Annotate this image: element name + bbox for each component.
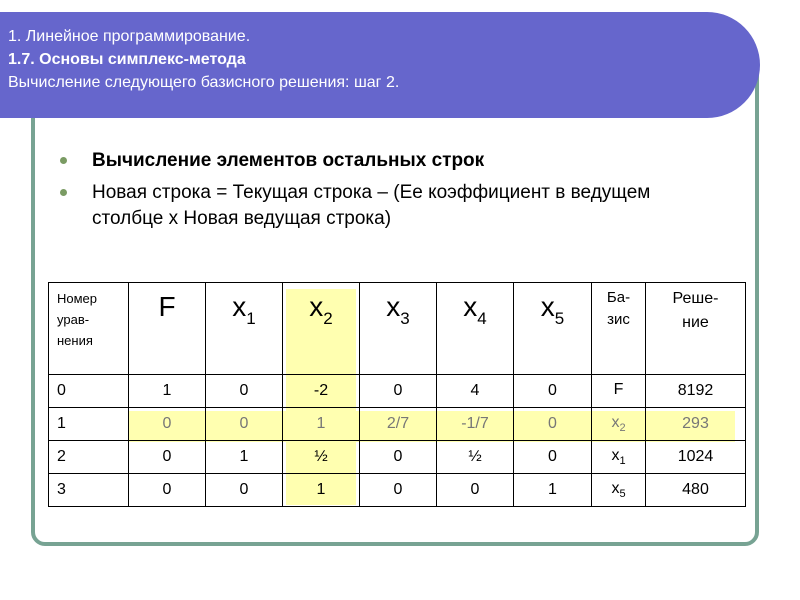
- cell-x2: 1: [283, 474, 360, 507]
- cell-F: 0: [129, 441, 206, 474]
- cell-basis: $x_5$: [592, 474, 646, 507]
- cell-x5: 1: [514, 474, 592, 507]
- bullet-dot-icon: [60, 157, 67, 164]
- bullet-item-1: [52, 148, 692, 174]
- cell-solution: 1024: [646, 441, 746, 474]
- table-row: [49, 375, 746, 408]
- header-basis: Ба- зис: [592, 283, 646, 375]
- cell-x4: -1/7: [437, 408, 514, 441]
- header-equation-number: Номер урав- нения: [49, 283, 129, 375]
- cell-x5: 0: [514, 408, 592, 441]
- cell-x4: 0: [437, 474, 514, 507]
- cell-x3: 2/7: [360, 408, 437, 441]
- cell-eq: 2: [49, 441, 129, 474]
- cell-x4: 4: [437, 375, 514, 408]
- table-row: [49, 441, 746, 474]
- header-solution: Реше- ние: [646, 283, 746, 375]
- header-x3: $x_3$: [360, 283, 437, 375]
- cell-x1: 0: [206, 474, 283, 507]
- header-F: F: [129, 283, 206, 375]
- bullet-item-2: [52, 180, 692, 232]
- cell-solution: 480: [646, 474, 746, 507]
- header-x4: $x_4$: [437, 283, 514, 375]
- banner-line-2: 1.7. Основы симплекс-метода: [8, 51, 246, 68]
- header-x5: $x_5$: [514, 283, 592, 375]
- cell-x3: 0: [360, 474, 437, 507]
- simplex-table: [48, 282, 746, 507]
- cell-eq: 1: [49, 408, 129, 441]
- table-row: [49, 474, 746, 507]
- header-x1: $x_1$: [206, 283, 283, 375]
- cell-x2: -2: [283, 375, 360, 408]
- cell-basis: F: [592, 375, 646, 408]
- bullet-dot-icon: [60, 189, 67, 196]
- cell-eq: 3: [49, 474, 129, 507]
- cell-basis: $x_1$: [592, 441, 646, 474]
- cell-x4: ½: [437, 441, 514, 474]
- banner-line-3: Вычисление следующего базисного решения: шаг 2.: [8, 74, 400, 91]
- title-banner: [0, 12, 760, 118]
- cell-x1: 1: [206, 441, 283, 474]
- cell-x3: 0: [360, 441, 437, 474]
- cell-F: 0: [129, 474, 206, 507]
- table-row-pivot: [49, 408, 746, 441]
- cell-x2: 1: [283, 408, 360, 441]
- cell-x5: 0: [514, 375, 592, 408]
- cell-F: 1: [129, 375, 206, 408]
- header-x2: $x_2$: [283, 283, 360, 375]
- cell-x1: 0: [206, 408, 283, 441]
- cell-F: 0: [129, 408, 206, 441]
- simplex-table-container: [48, 282, 745, 506]
- cell-x1: 0: [206, 375, 283, 408]
- banner-line-1: 1. Линейное программирование.: [8, 28, 251, 45]
- cell-x3: 0: [360, 375, 437, 408]
- cell-eq: 0: [49, 375, 129, 408]
- cell-x5: 0: [514, 441, 592, 474]
- bullet-text-2: Новая строка = Текущая строка – (Ее коэффициент в ведущем столбце x Новая ведущая строка): [92, 182, 651, 229]
- cell-x2: ½: [283, 441, 360, 474]
- cell-solution: 293: [646, 408, 746, 441]
- cell-basis: $x_2$: [592, 408, 646, 441]
- bullet-list: [52, 148, 692, 238]
- bullet-text-1: Вычисление элементов остальных строк: [92, 150, 485, 171]
- table-header-row: [49, 283, 746, 375]
- cell-solution: 8192: [646, 375, 746, 408]
